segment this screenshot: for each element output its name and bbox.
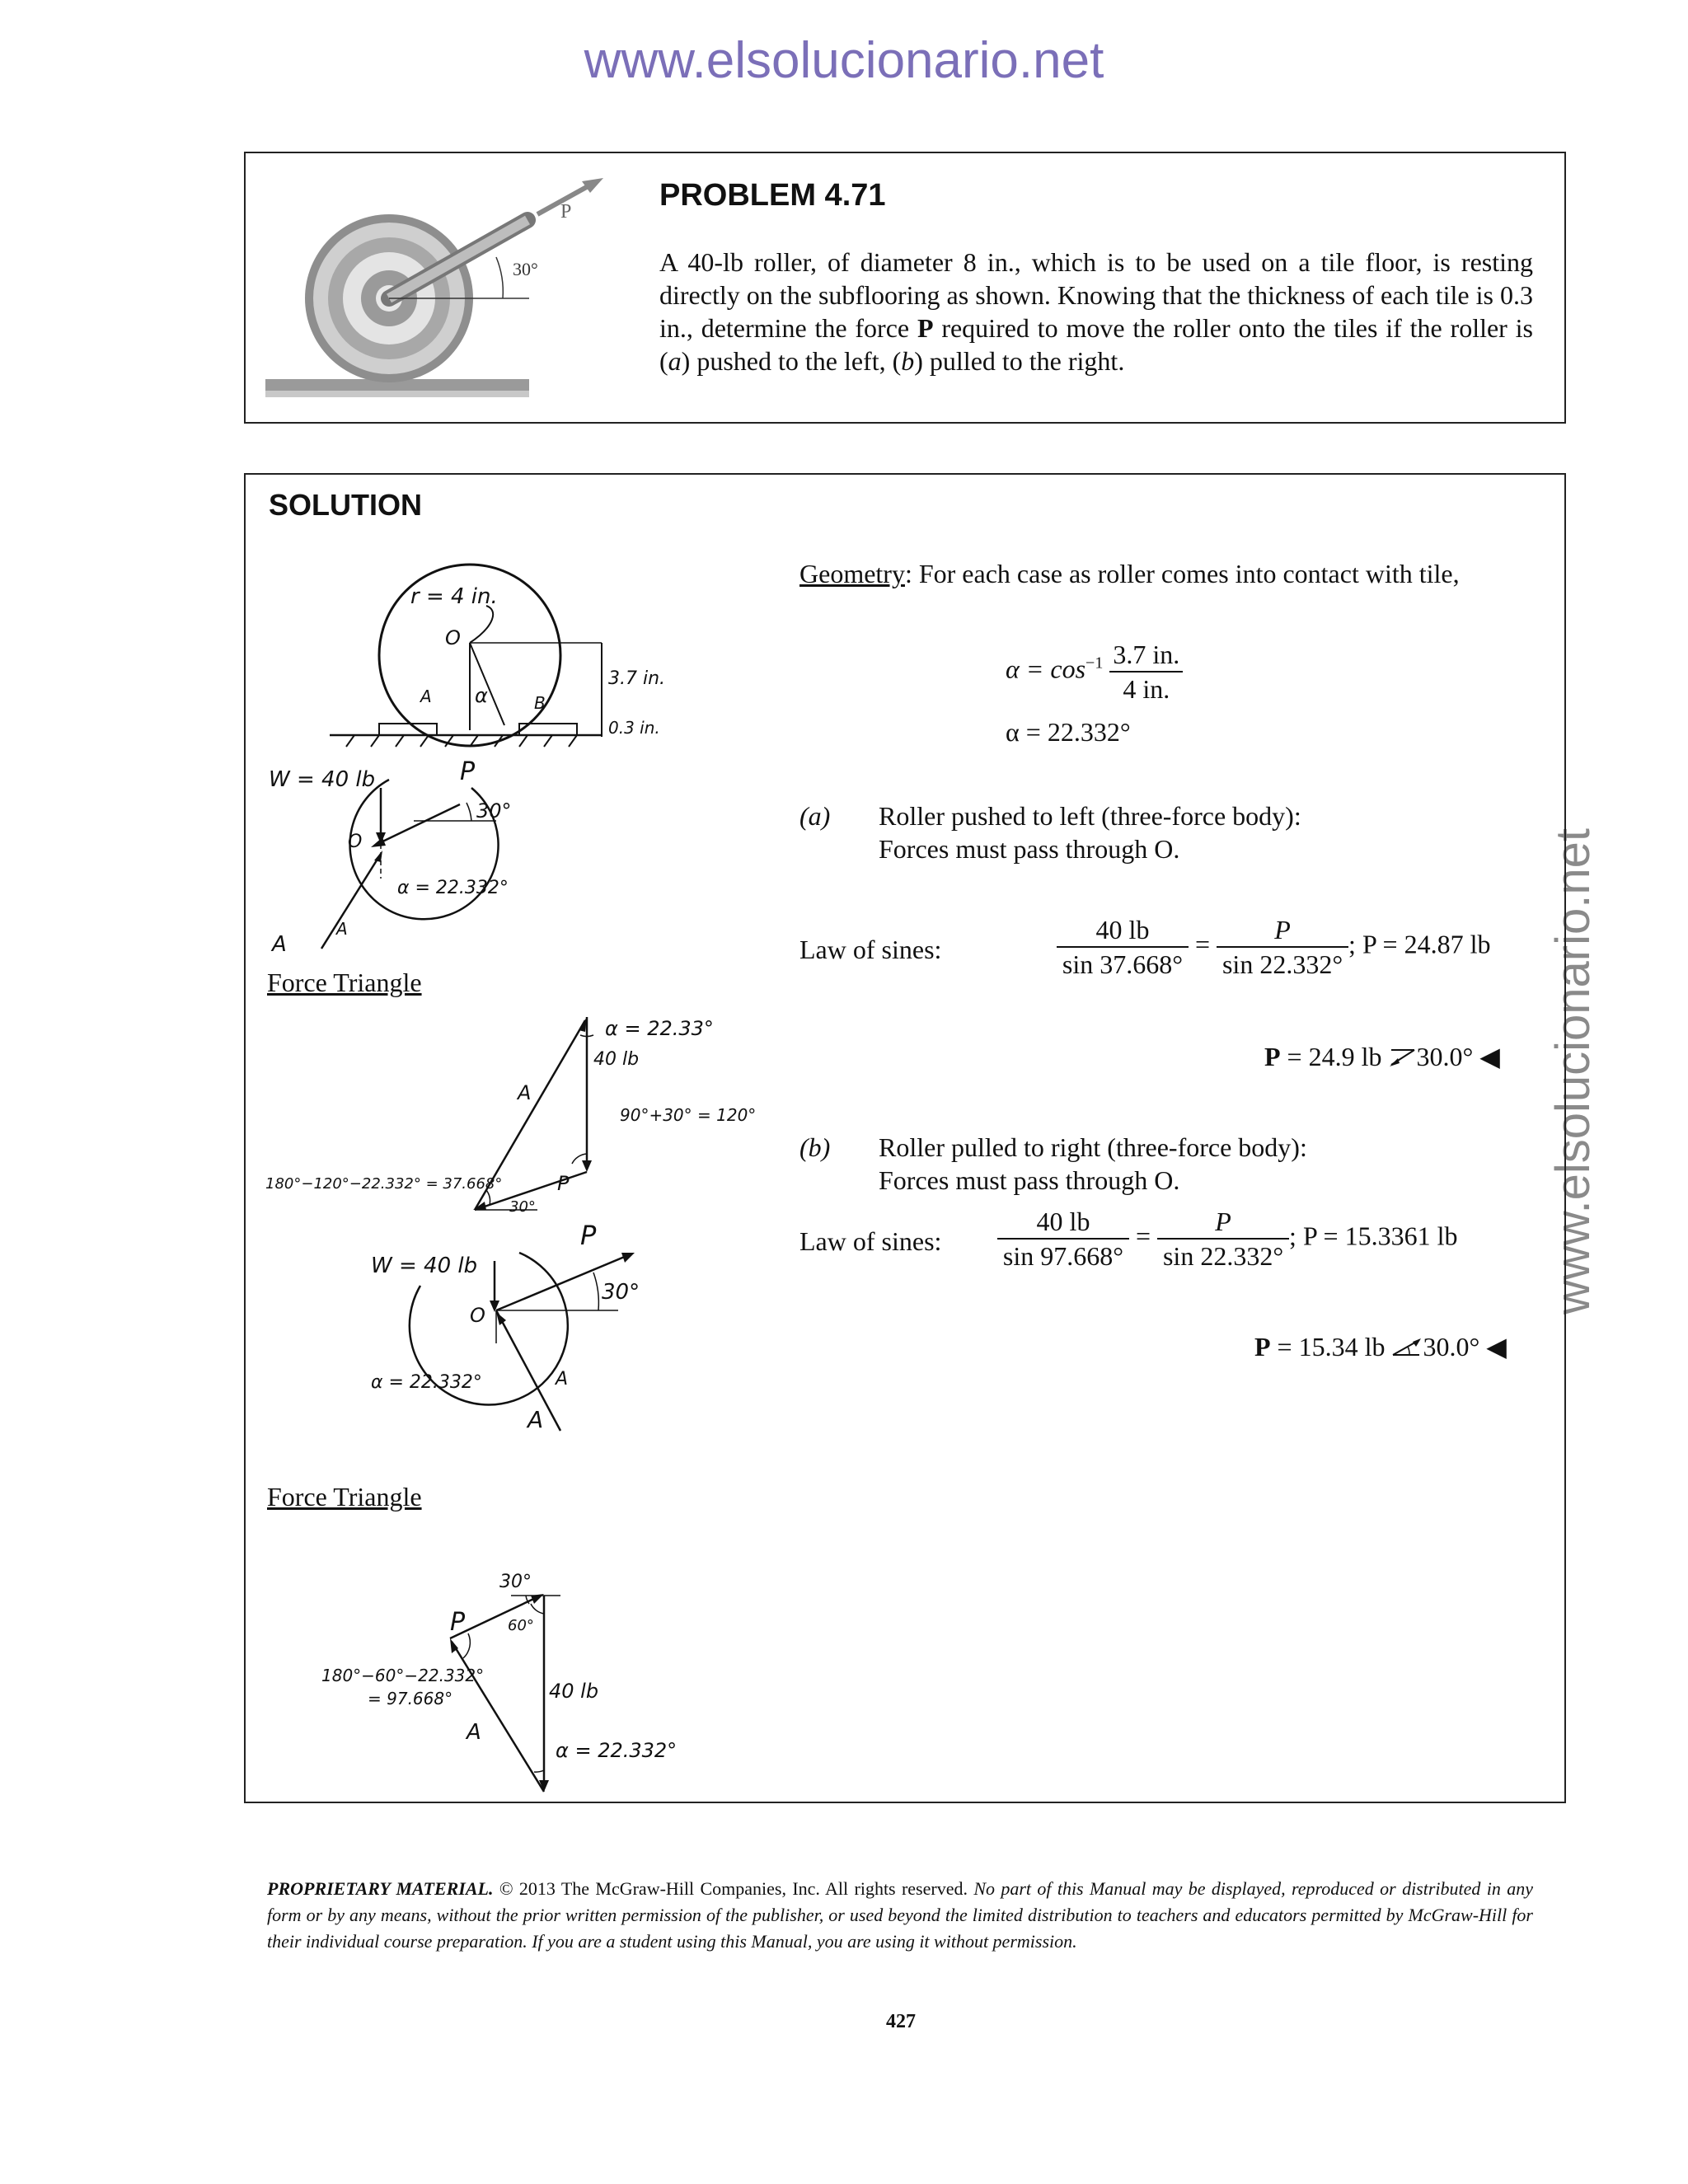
tri-a-ang120: 90°+30° = 120° xyxy=(620,1105,757,1125)
page-number: 427 xyxy=(886,2011,916,2032)
fbd-b-alpha: α = 22.332° xyxy=(371,1372,482,1393)
fbd-a-sketch xyxy=(265,755,612,961)
watermark-top: www.elsolucionario.net xyxy=(584,32,1104,89)
alpha-value: α = 22.332° xyxy=(1006,717,1131,747)
figure-angle-label: 30° xyxy=(513,259,538,279)
part-b-line2: Forces must pass through O. xyxy=(879,1165,1180,1195)
part-a-line1: Roller pushed to left (three-force body): xyxy=(879,801,1301,831)
tri-a-p: P xyxy=(557,1172,570,1195)
tri-b-a: A xyxy=(467,1720,481,1745)
angle-down-left-icon xyxy=(1388,1047,1416,1068)
force-triangle-label-2: Force Triangle xyxy=(267,1482,422,1511)
solution-title: SOLUTION xyxy=(269,488,422,522)
problem-statement: A 40-lb roller, of diameter 8 in., which is to be used on a tile floor, is resting directly on the subflooring as shown. Knowing that the thickness of each tile is 0.3 in., determine the force P required to move the roller onto the tiles if the roller is (a) pushed to the left, (b) pulled to the right. xyxy=(659,247,1534,376)
fbd-a-angle: 30° xyxy=(476,799,512,823)
roller-figure xyxy=(265,175,612,405)
problem-box xyxy=(244,152,1566,424)
geometry-sketch xyxy=(321,560,709,750)
tri-b-calc2: = 97.668° xyxy=(368,1689,453,1708)
sketch1-h1: 3.7 in. xyxy=(608,668,666,689)
tri-b-w: 40 lb xyxy=(549,1680,599,1703)
fbd-a-o: O xyxy=(348,832,363,852)
tri-b-alpha: α = 22.332° xyxy=(556,1739,678,1762)
part-a-los-label: Law of sines: xyxy=(799,935,942,964)
tri-a-alpha: α = 22.33° xyxy=(605,1017,714,1040)
sketch1-alpha: α xyxy=(475,684,488,707)
fbd-b-a2: A xyxy=(528,1406,544,1433)
fbd-b-a1: A xyxy=(556,1369,569,1390)
sketch1-o: O xyxy=(445,626,461,649)
part-b-law-of-sines: $\frac{40 lb}{\sin 97.668^\circ}$ = $\frac{P}{\sin 22.332^\circ}$ ; P = 15.3361 lb xyxy=(997,1205,1457,1272)
fbd-b-o: O xyxy=(470,1304,485,1327)
tri-b-p: P xyxy=(450,1608,466,1637)
part-b-line1: Roller pulled to right (three-force body): xyxy=(879,1132,1307,1162)
tri-b-ang60: 60° xyxy=(508,1617,534,1634)
tri-b-ang30: 30° xyxy=(499,1572,532,1592)
sketch1-r: r = 4 in. xyxy=(410,584,498,609)
tri-a-a: A xyxy=(518,1081,532,1104)
force-triangle-label-1: Force Triangle xyxy=(267,968,422,997)
part-b-label: (b) xyxy=(799,1132,831,1162)
geometry-line: Geometry: For each case as roller comes into contact with tile, xyxy=(799,559,1460,588)
force-triangle-b-sketch xyxy=(321,1566,709,1805)
fbd-b-p: P xyxy=(580,1220,597,1251)
fbd-a-alpha: α = 22.332° xyxy=(397,878,509,898)
sketch1-a: A xyxy=(420,687,432,706)
fbd-a-p: P xyxy=(460,757,476,786)
part-a-law-of-sines: $\frac{40 lb}{\sin 37.668^\circ}$ = $\frac{P}{\sin 22.332^\circ}$ ; P = 24.87 lb xyxy=(1057,913,1490,981)
angle-up-right-icon xyxy=(1391,1337,1423,1358)
fbd-b-angle: 30° xyxy=(602,1280,640,1305)
problem-title: PROBLEM 4.71 xyxy=(659,178,886,213)
force-triangle-a-sketch xyxy=(265,1007,776,1221)
part-a-line2: Forces must pass through O. xyxy=(879,834,1180,864)
fbd-b-w: W = 40 lb xyxy=(371,1254,478,1278)
part-a-label: (a) xyxy=(799,801,831,831)
alpha-equation: $\alpha = \cos^{-1}$ $\frac{3.7 in.}{4 in.}$ xyxy=(1006,638,1183,705)
tri-a-ang3766: 180°−120°−22.332° = 37.668° xyxy=(265,1175,503,1193)
part-b-los-label: Law of sines: xyxy=(799,1226,942,1256)
copyright-footer: PROPRIETARY MATERIAL. © 2013 The McGraw-Hill Companies, Inc. All rights reserved. No part of this Manual may be displayed, reproduced or distributed in any form or by any means, without the prior written permission of the publisher, or used beyond the limited distribution to teachers and educators permitted by McGraw-Hill for their individual course preparation. If you are a student using this Manual, you are using it without permission. xyxy=(267,1878,1533,1952)
part-b-answer: P = 15.34 lb 30.0° ◀ xyxy=(1254,1332,1507,1361)
tri-a-w: 40 lb xyxy=(593,1049,640,1070)
tri-a-ang30: 30° xyxy=(509,1198,536,1216)
sketch1-h2: 0.3 in. xyxy=(608,718,660,738)
fbd-a-w: W = 40 lb xyxy=(269,767,376,792)
part-a-answer: P = 24.9 lb 30.0° ◀ xyxy=(1264,1042,1500,1071)
fbd-a-a1: A xyxy=(336,919,348,939)
fbd-a-a2: A xyxy=(272,932,287,957)
tri-b-calc1: 180°−60°−22.332° xyxy=(321,1666,485,1685)
figure-force-label: P xyxy=(560,201,572,223)
fbd-b-sketch xyxy=(354,1220,684,1451)
sketch1-b: B xyxy=(534,693,546,713)
